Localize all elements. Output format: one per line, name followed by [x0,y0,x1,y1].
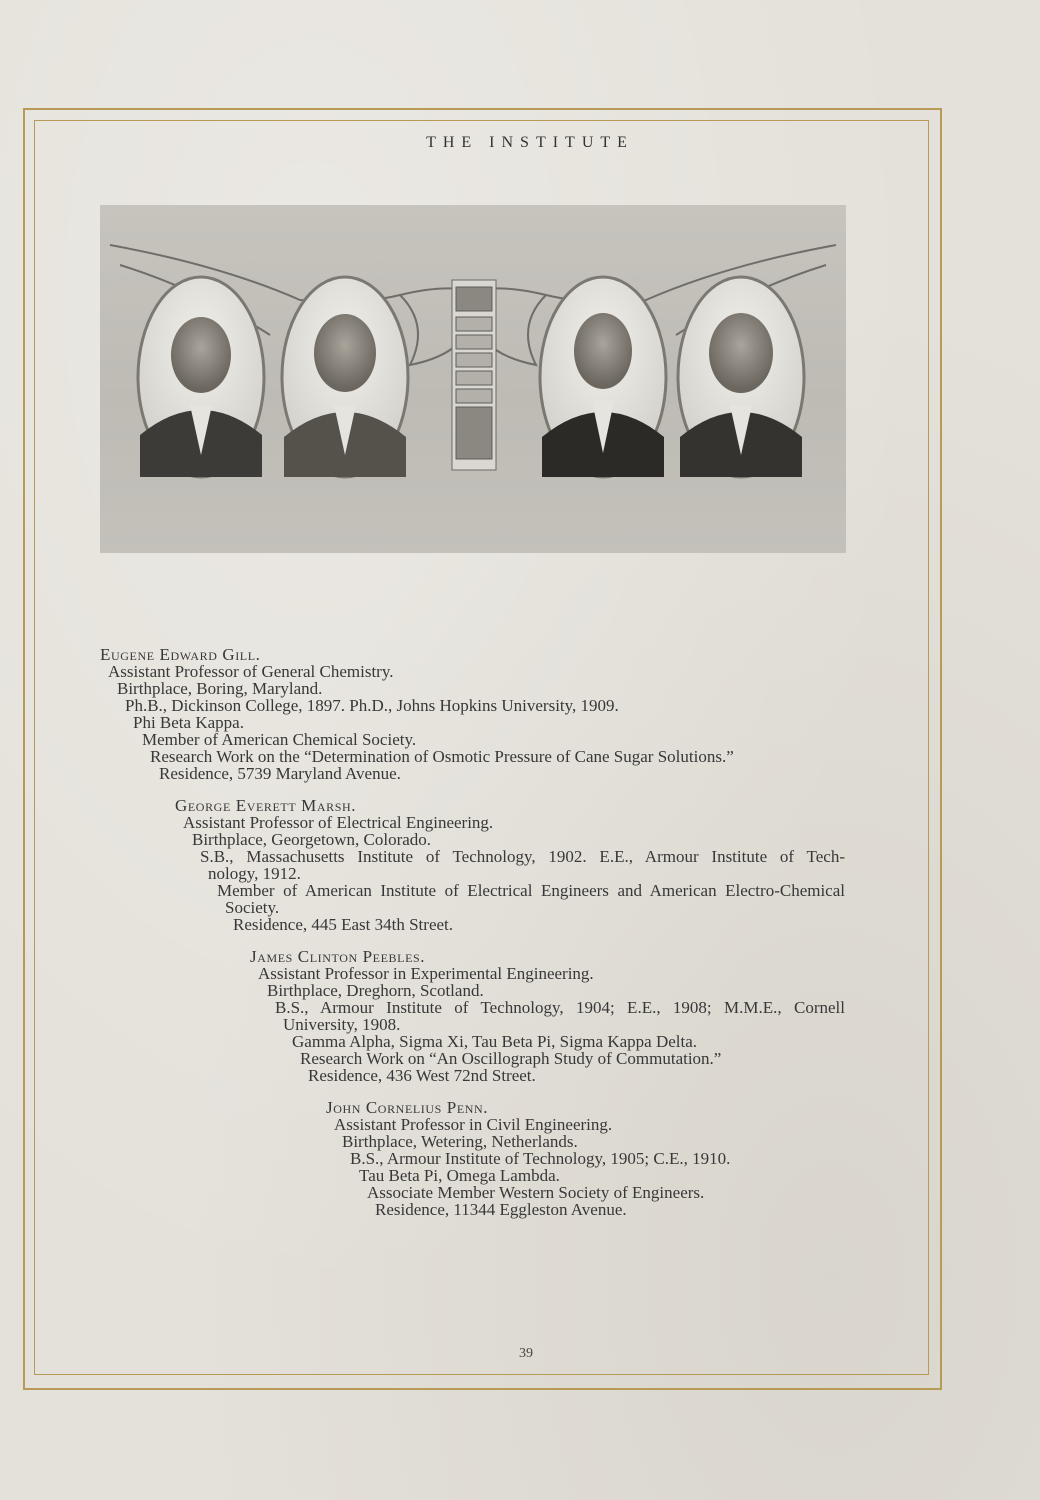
entry-line: Birthplace, Georgetown, Colorado. [192,830,432,849]
entry-line: Residence, 5739 Maryland Avenue. [159,764,401,783]
portrait-eugene-gill-icon [138,277,264,477]
central-column-icon [452,280,496,470]
portrait-2-icon [282,277,408,477]
entry-name: Eugene Edward Gill. [100,645,261,664]
entry-line: Ph.B., Dickinson College, 1897. Ph.D., Johns Hopkins University, 1909. [125,696,619,715]
entry-line: Birthplace, Wetering, Netherlands. [342,1132,578,1151]
entry-line: Society. [225,898,280,917]
entry-line: Phi Beta Kappa. [133,713,244,732]
entry-line: Tau Beta Pi, Omega Lambda. [359,1166,560,1185]
entry-line: B.S., Armour Institute of Technology, 1905; C.E., 1910. [350,1149,731,1168]
entry-line: Associate Member Western Society of Engineers. [367,1183,705,1202]
entry-line: Residence, 436 West 72nd Street. [308,1066,536,1085]
entry-name: George Everett Marsh. [175,796,357,815]
entry-line: Member of American Institute of Electrical Engineers and American Electro-Chemical [217,881,845,900]
entry-line: Residence, 445 East 34th Street. [233,915,454,934]
entry-line: Research Work on the “Determination of Osmotic Pressure of Cane Sugar Solutions.” [150,747,734,766]
entry-line: Residence, 11344 Eggleston Avenue. [375,1200,627,1219]
running-head: THE INSTITUTE [426,134,634,151]
entry-line: Assistant Professor in Civil Engineering. [334,1115,613,1134]
faculty-photo-panel [100,205,846,553]
entry-name: James Clinton Peebles. [250,947,426,966]
portrait-4-icon [678,277,804,477]
ornamental-frame [100,205,846,553]
entry-line: University, 1908. [283,1015,401,1034]
entry-line: Member of American Chemical Society. [142,730,417,749]
entry-line: Birthplace, Dreghorn, Scotland. [267,981,484,1000]
entry-line: Assistant Professor of General Chemistry. [108,662,394,681]
entry-line: Assistant Professor in Experimental Engineering. [258,964,594,983]
entry-line: nology, 1912. [208,864,301,883]
entry-line: Research Work on “An Oscillograph Study of Commutation.” [300,1049,722,1068]
entry-line: Gamma Alpha, Sigma Xi, Tau Beta Pi, Sigma Kappa Delta. [292,1032,698,1051]
page-number: 39 [519,1346,533,1361]
entry-line: B.S., Armour Institute of Technology, 1904; E.E., 1908; M.M.E., Cornell [275,998,845,1017]
entry-name: John Cornelius Penn. [326,1098,489,1117]
entry-line: S.B., Massachusetts Institute of Technology, 1902. E.E., Armour Institute of Tech- [200,847,845,866]
entry-line: Birthplace, Boring, Maryland. [117,679,323,698]
portrait-3-icon [540,277,666,477]
entry-line: Assistant Professor of Electrical Engineering. [183,813,494,832]
